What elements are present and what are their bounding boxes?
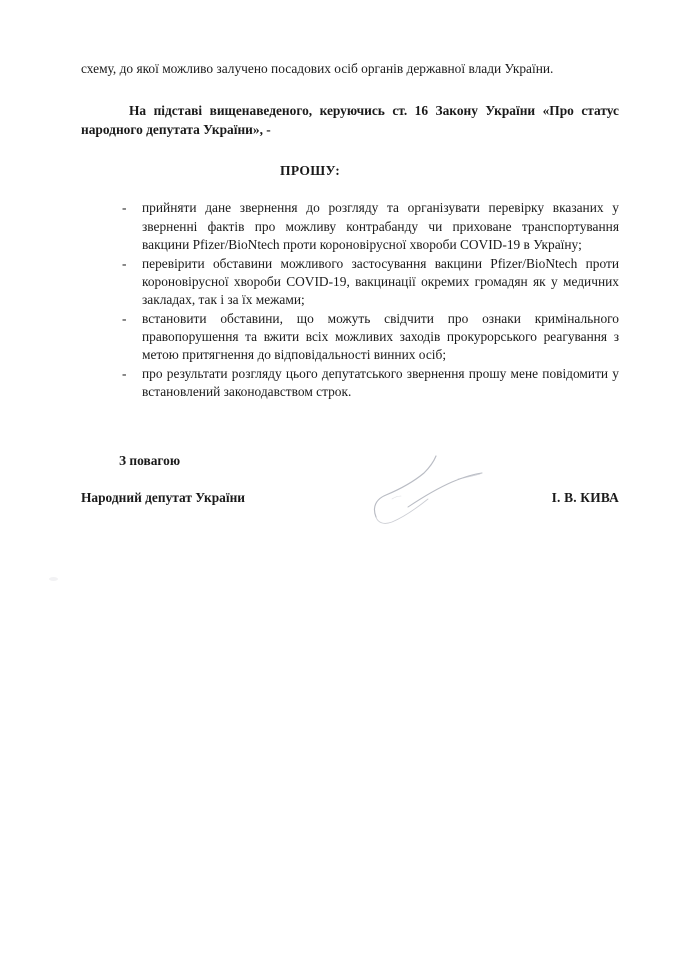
paragraph-intro: схему, до якої можливо залучено посадових осіб органів державної влади України. [81,61,554,76]
bullet-dash-icon: - [122,310,127,326]
signatory-title: Народний депутат України [81,490,246,505]
document-body [81,60,619,402]
list-item [81,310,619,365]
bullet-dash-icon: - [122,255,127,271]
signature-regards: З повагою [119,453,181,468]
paragraph-legal-basis: На підставі вищенаведеного, керуючись ст. 16 Закону України «Про статус народного депутата України», - [81,103,619,137]
signature-row [81,489,619,507]
signatory-name: І. В. КИВА [551,490,619,505]
signature-block [81,452,619,507]
list-item-text: прийняти дане звернення до розгляду та організувати перевірку вказаних у зверненні фактів про можливу контрабанду чи приховане транспортування вакцини Pfizer/BioNtech проти короновірусної хвороби COVID-19 в Україну; [142,200,619,252]
list-item [81,365,619,401]
list-item-text: про результати розгляду цього депутатського звернення прошу мене повідомити у встановлений законодавством строк. [142,365,619,399]
bullet-dash-icon: - [122,200,127,216]
list-item [81,255,619,310]
list-item-text: перевірити обставини можливого застосування вакцини Pfizer/BioNtech проти короновірусної хвороби COVID-19, вакцинації окремих громадян як у медичних закладах, так і за їх межами; [142,255,619,307]
list-item [81,199,619,254]
scan-artifact [49,577,58,581]
request-list [81,199,619,401]
list-item-text: встановити обставини, що можуть свідчити про ознаки кримінального правопорушення та вжити всіх можливих заходів прокурорського реагування з метою притягнення до відповідальності винних осіб; [142,310,619,363]
request-heading: ПРОШУ: [279,163,341,179]
bullet-dash-icon: - [122,365,127,381]
